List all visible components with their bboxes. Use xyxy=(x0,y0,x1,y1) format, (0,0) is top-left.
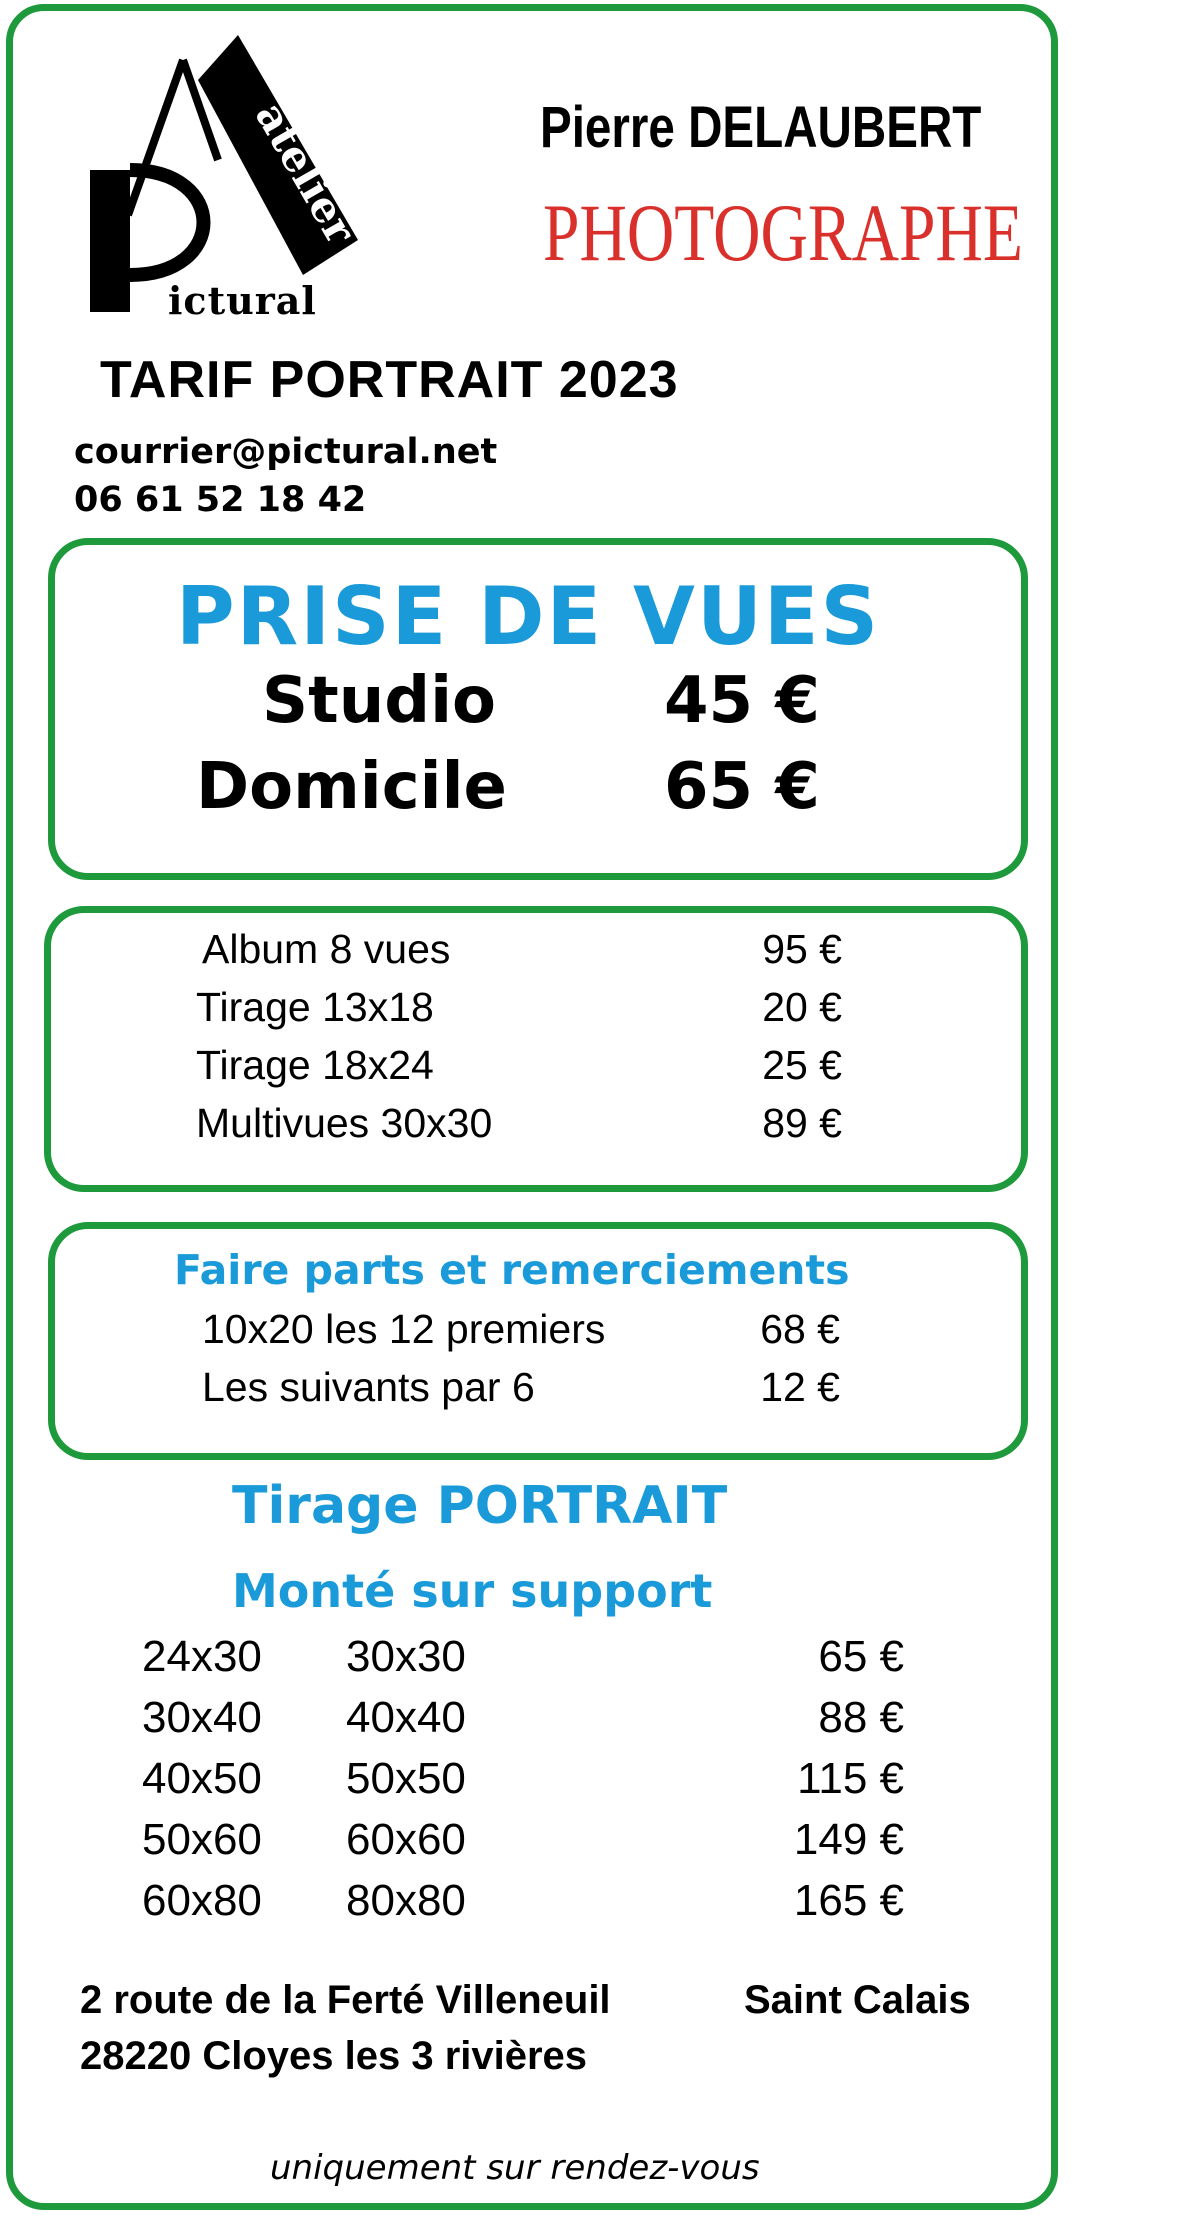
table-cell-price: 65 € xyxy=(818,1632,904,1681)
table-cell-size: 30x30 xyxy=(346,1632,466,1681)
footer-note: uniquement sur rendez-vous xyxy=(270,2148,760,2188)
contact-block xyxy=(74,428,497,524)
list-item-label: Tirage 13x18 xyxy=(196,984,434,1030)
table-cell-size: 50x50 xyxy=(346,1754,466,1803)
prise-de-vues-title: PRISE DE VUES xyxy=(176,570,881,663)
address-city-note: Saint Calais xyxy=(744,1978,971,2022)
owner-name: Pierre DELAUBERT xyxy=(540,95,982,160)
studio-price: 45 € xyxy=(664,664,820,738)
table-cell-size: 60x80 xyxy=(142,1876,262,1925)
table-cell-price: 115 € xyxy=(797,1754,904,1803)
address-line2: 28220 Cloyes les 3 rivières xyxy=(80,2034,588,2078)
domicile-label: Domicile xyxy=(196,750,507,824)
table-cell-size: 24x30 xyxy=(142,1632,262,1681)
table-cell-price: 165 € xyxy=(793,1876,904,1925)
email[interactable]: courrier@pictural.net xyxy=(74,432,498,472)
page-title: TARIF PORTRAIT 2023 xyxy=(100,351,679,409)
table-cell-price: 88 € xyxy=(818,1693,904,1742)
list-item-label: 10x20 les 12 premiers xyxy=(202,1306,606,1352)
list-item-price: 95 € xyxy=(762,926,842,972)
list-item-price: 89 € xyxy=(762,1100,842,1146)
table-cell-size: 30x40 xyxy=(142,1693,262,1742)
list-item-label: Multivues 30x30 xyxy=(196,1100,493,1146)
list-item-price: 12 € xyxy=(760,1364,840,1410)
pictural-logo xyxy=(88,30,388,320)
table-cell-size: 40x50 xyxy=(142,1754,262,1803)
profession: PHOTOGRAPHE xyxy=(543,187,1023,278)
tirage-title: Tirage PORTRAIT xyxy=(232,1476,728,1536)
table-cell-size: 40x40 xyxy=(346,1693,466,1742)
table-cell-price: 149 € xyxy=(793,1815,904,1864)
logo-word-atelier: atelier xyxy=(245,93,366,252)
phone[interactable]: 06 61 52 18 42 xyxy=(74,480,367,520)
logo-text: ictural xyxy=(168,278,317,323)
table-cell-size: 80x80 xyxy=(346,1876,466,1925)
table-cell-size: 50x60 xyxy=(142,1815,262,1864)
list-item-price: 68 € xyxy=(760,1306,840,1352)
list-item-label: Tirage 18x24 xyxy=(196,1042,434,1088)
list-item-label: Album 8 vues xyxy=(202,926,451,972)
list-item-price: 25 € xyxy=(762,1042,842,1088)
tirage-subtitle: Monté sur support xyxy=(232,1564,713,1618)
studio-label: Studio xyxy=(262,664,496,738)
domicile-price: 65 € xyxy=(664,750,820,824)
address-line1: 2 route de la Ferté Villeneuil xyxy=(80,1978,611,2022)
table-cell-size: 60x60 xyxy=(346,1815,466,1864)
faire-parts-title: Faire parts et remerciements xyxy=(174,1246,850,1294)
list-item-price: 20 € xyxy=(762,984,842,1030)
list-item-label: Les suivants par 6 xyxy=(202,1364,535,1410)
extras-box xyxy=(44,906,1028,1192)
